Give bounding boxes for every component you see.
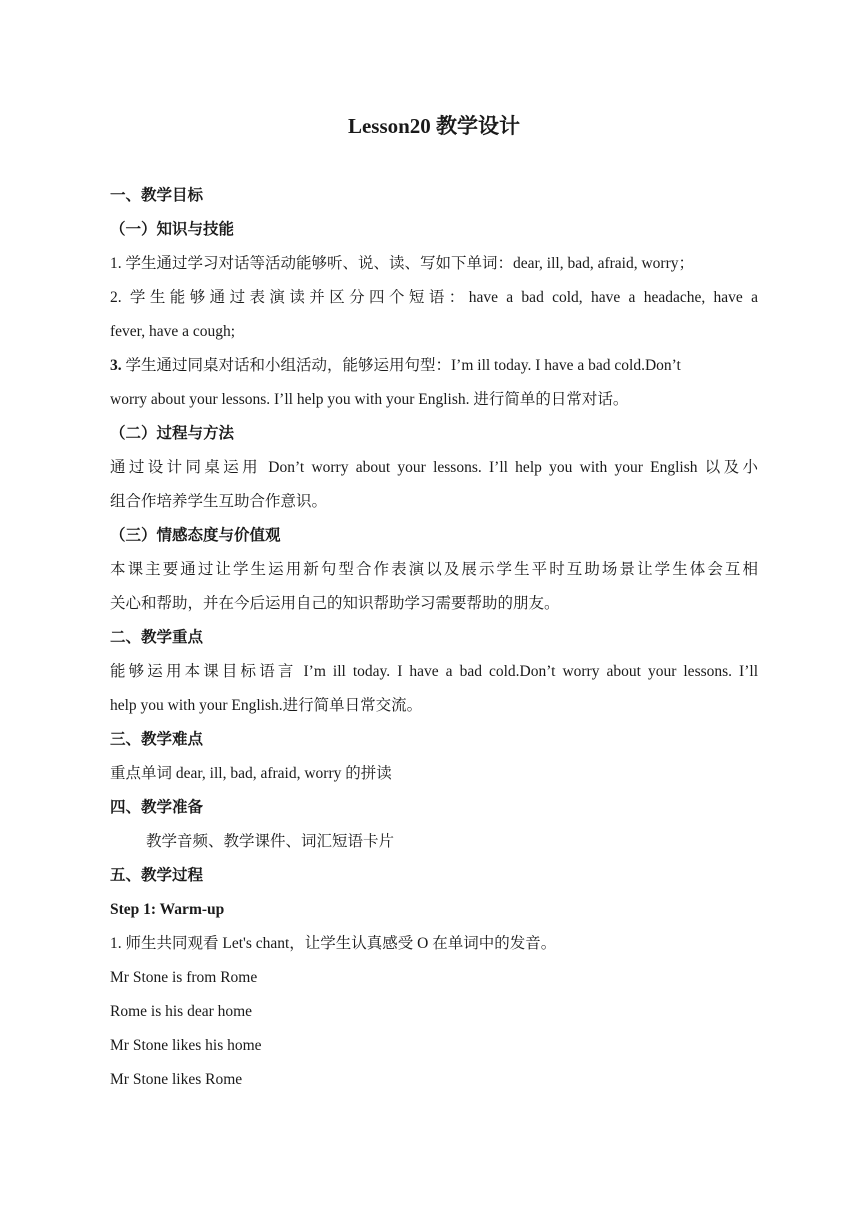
paragraph-line: 1. 学生通过学习对话等活动能够听、说、读、写如下单词：dear, ill, bad, afraid, worry； [110, 255, 695, 272]
paragraph-line [110, 350, 758, 384]
paragraph-text: 学生通过同桌对话和小组活动，能够运用句型：I’m ill today. I have a bad cold.Don’t [121, 357, 681, 374]
paragraph-line: help you with your English.进行简单日常交流。 [110, 697, 423, 714]
subsection-heading: （一）知识与技能 [110, 221, 235, 238]
chant-line: Mr Stone is from Rome [110, 969, 258, 986]
chant-line: Mr Stone likes Rome [110, 1071, 243, 1088]
paragraph-line: worry about your lessons. I’ll help you with your English. 进行简单的日常对话。 [110, 391, 629, 408]
section-heading: 一、教学目标 [110, 187, 204, 204]
paragraph-line: 教学音频、教学课件、词汇短语卡片 [146, 833, 395, 850]
paragraph-line: 本课主要通过让学生运用新句型合作表演以及展示学生平时互助场景让学生体会互相 [110, 561, 758, 578]
paragraph-line: fever, have a cough; [110, 323, 236, 340]
section-heading: 四、教学准备 [110, 799, 204, 816]
section-heading: 二、教学重点 [110, 629, 204, 646]
document-title: Lesson20 教学设计 [347, 114, 521, 138]
item-number: 3. [110, 357, 122, 374]
chant-line: Rome is his dear home [110, 1003, 253, 1020]
paragraph-line: 组合作培养学生互助合作意识。 [110, 493, 328, 510]
paragraph-line: 重点单词 dear, ill, bad, afraid, worry 的拼读 [110, 765, 392, 782]
paragraph-line: 1. 师生共同观看 Let's chant，让学生认真感受 O 在单词中的发音。 [110, 935, 557, 952]
step-heading: Step 1: Warm-up [110, 901, 225, 918]
paragraph-line: 关心和帮助，并在今后运用自己的知识帮助学习需要帮助的朋友。 [110, 595, 560, 612]
document-body [110, 180, 758, 1098]
section-heading: 三、教学难点 [110, 731, 204, 748]
section-heading: 五、教学过程 [110, 867, 204, 884]
paragraph-line: 通过设计同桌运用 Don’t worry about your lessons. I’ll help you with your English 以及小 [110, 459, 758, 476]
paragraph-line: 能够运用本课目标语言 I’m ill today. I have a bad cold.Don’t worry about your lessons. I’ll [110, 663, 758, 680]
paragraph-line: 2. 学生能够通过表演读并区分四个短语：have a bad cold, have a headache, have a [110, 289, 758, 306]
subsection-heading: （三）情感态度与价值观 [110, 527, 281, 544]
chant-line: Mr Stone likes his home [110, 1037, 262, 1054]
subsection-heading: （二）过程与方法 [110, 425, 235, 442]
